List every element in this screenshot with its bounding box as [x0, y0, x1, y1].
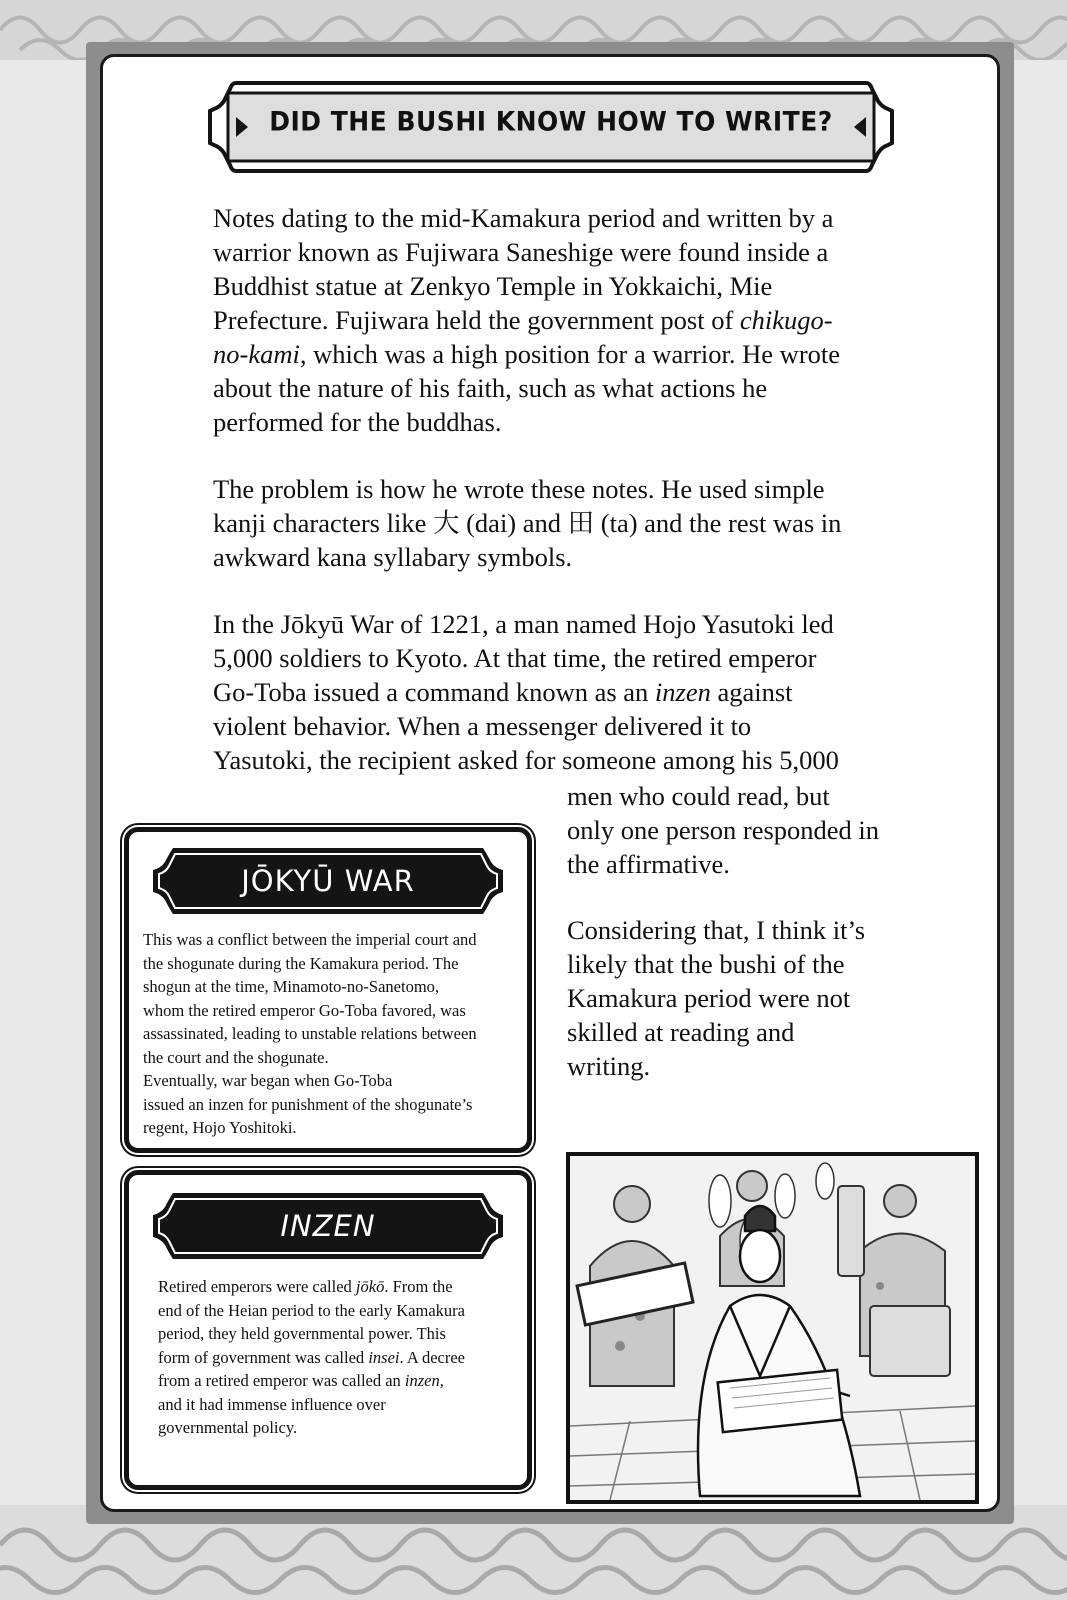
jokyu-war-title: JŌKYŪ WAR	[241, 864, 415, 898]
jokyu-war-title-bar	[151, 846, 505, 916]
paragraph-3-continued: men who could read, but only one person responded in the affirmative.	[567, 781, 880, 879]
paragraph-1: Notes dating to the mid-Kamakura period and written by a warrior known as Fujiwara Saneshige were found inside a Buddhist statue at Zenkyo Temple in Yokkaichi, Mie Prefecture. Fujiwara held the government post of chikugo- no-kami, which was a high position for a warrior. He wrote about the nature of his faith, such as what actions he performed for the buddhas.	[213, 203, 841, 437]
paragraph-2: The problem is how he wrote these notes. He used simple kanji characters like 大 (dai) and 田 (ta) and the rest was in awkward kana syllabary symbols.	[213, 474, 842, 572]
inzen-text: Retired emperors were called jōkō. From the end of the Heian period to the early Kamakura period, they held governmental power. This form of government was called insei. A decree from a retired emperor was called an inzen, and it had immense influence over governmental policy.	[158, 1277, 465, 1437]
jokyu-war-text: This was a conflict between the imperial court and the shogunate during the Kamakura period. The shogun at the time, Minamoto-no-Sanetomo, whom the retired emperor Go-Toba favored, was assassinated, leading to unstable relations between the court and the shogunate. Eventually, war began when Go-Toba issued an inzen for punishment of the shogunate’s regent, Hojo Yoshitoki.	[143, 930, 477, 1137]
page-title: DID THE BUSHI KNOW HOW TO WRITE?	[269, 105, 833, 138]
samurai-scene-drawing	[570, 1156, 975, 1500]
article-body	[213, 201, 913, 810]
paragraph-3: In the Jōkyū War of 1221, a man named Hojo Yasutoki led 5,000 soldiers to Kyoto. At that time, the retired emperor Go-Toba issued a command known as an inzen against violent behavior. When a messenger delivered it to Yasutoki, the recipient asked for someone among his 5,000	[213, 609, 839, 775]
header-banner	[206, 79, 896, 175]
manga-panel-illustration	[566, 1152, 979, 1504]
inzen-box	[124, 1170, 532, 1490]
paragraph-4: Considering that, I think it’s likely that the bushi of the Kamakura period were not skilled at reading and writing.	[567, 915, 866, 1081]
inzen-title: INZEN	[280, 1209, 376, 1243]
jokyu-war-box	[124, 827, 532, 1153]
inzen-title-bar	[151, 1191, 505, 1261]
